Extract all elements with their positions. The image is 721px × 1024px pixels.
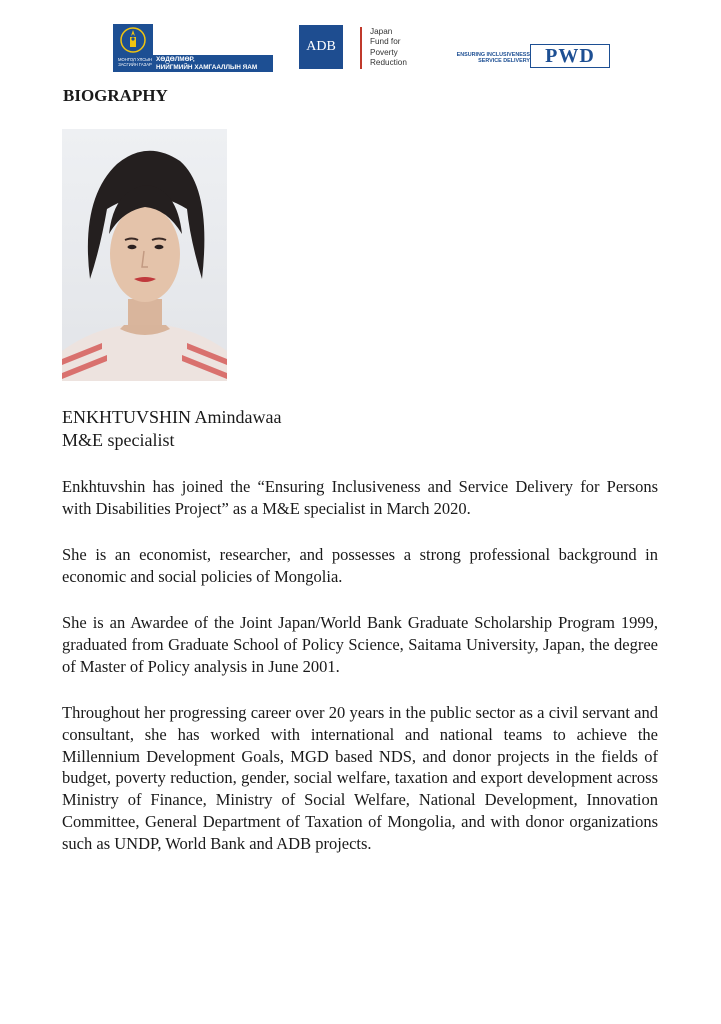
- ministry-name-line1: ХӨДӨЛМӨР,: [156, 56, 195, 63]
- ministry-name-line2: НИЙГМИЙН ХАМГААЛЛЫН ЯАМ: [156, 63, 258, 71]
- person-name: ENKHTUVSHIN Amindawaa: [62, 407, 282, 427]
- portrait-photo: [62, 129, 227, 381]
- pwd-tagline: ENSURING INCLUSIVENESS SERVICE DELIVERY: [456, 52, 530, 64]
- adb-logo: ADB: [299, 25, 343, 69]
- bio-paragraph-background: She is an economist, researcher, and possesses a strong professional background in economic and social policies of Mongolia.: [62, 545, 658, 586]
- person-role: M&E specialist: [62, 430, 175, 450]
- bio-paragraph-join: Enkhtuvshin has joined the “Ensuring Inclusiveness and Service Delivery for Persons with Disabilities Project” as a M&E specialist in March 2020.: [62, 477, 658, 518]
- page-title: BIOGRAPHY: [63, 86, 168, 105]
- ministry-name: [156, 56, 257, 71]
- bio-paragraph-career: Throughout her progressing career over 20 years in the public sector as a civil servant and consultant, she has worked with international and national teams to achieve the Millennium Development Goals, MGD based NDS, and donor projects in the fields of budget, poverty reduction, gender, social welfare, taxation and export development across Ministry of Finance, Ministry of Social Welfare, National Development, Innovation Committee, General Department of Taxation of Mongolia, and with donor organizations such as UNDP, World Bank and ADB projects.: [62, 703, 658, 853]
- government-text: МОНГОЛ УЛСЫН ЗАСГИЙН ГАЗАР: [118, 57, 152, 67]
- jfpr-divider: [360, 27, 362, 69]
- ministry-logo: [113, 24, 273, 72]
- jfpr-logo-text: Japan Fund for Poverty Reduction: [370, 27, 407, 67]
- pwd-logo: PWD: [530, 44, 610, 68]
- bio-paragraph-education: She is an Awardee of the Joint Japan/World Bank Graduate Scholarship Program 1999, graduated from Graduate School of Policy Science, Saitama University, Japan, the degree of Master of Policy analysis in June 2001.: [62, 613, 658, 676]
- mongolia-emblem-icon: [113, 24, 153, 72]
